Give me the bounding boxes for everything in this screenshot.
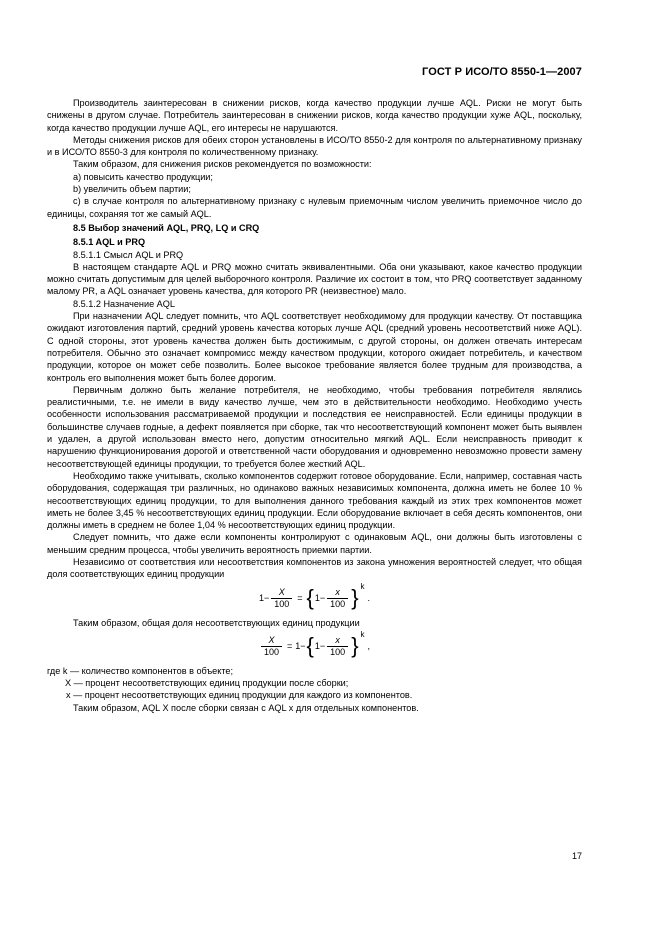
paragraph: Таким образом, общая доля несоответствующих единиц продукции [73, 617, 360, 628]
paragraph: Производитель заинтересован в снижении рисков, когда качество продукции лучше AQL. Риски не могут быть снижены в другом случае. Потребитель заинтересован в снижении рисков, когда качество продукции хуже AQL, поскольку, когда качество продукции лучше AQL, его интересы не нарушаются. [47, 98, 582, 133]
section-heading-8-5-1-2: 8.5.1.2 Назначение AQL [73, 298, 175, 309]
paragraph: Независимо от соответствия или несоответствия компонентов из закона умножения вероятностей следует, что общая доля соответствующих единиц продукции [47, 556, 582, 580]
document-body [47, 97, 582, 714]
paragraph: Таким образом, для снижения рисков рекомендуется по возможности: [73, 159, 372, 170]
list-item: a) повысить качество продукции; [73, 171, 213, 182]
definition-x: x — процент несоответствующих единиц продукции для каждого из компонентов. [66, 690, 413, 701]
paragraph: Методы снижения рисков для обеих сторон установлены в ИСО/ТО 8550-2 для контроля по альтернативному признаку и в ИСО/ТО 8550-3 для контроля по количественному признаку. [47, 134, 582, 158]
section-heading-8-5-1-1: 8.5.1.1 Смысл AQL и PRQ [73, 249, 184, 260]
paragraph: Таким образом, AQL X после сборки связан с AQL x для отдельных компонентов. [73, 702, 419, 713]
page-number: 17 [571, 851, 582, 861]
list-item: b) увеличить объем партии; [73, 184, 191, 195]
document-header: ГОСТ Р ИСО/ТО 8550-1—2007 [422, 66, 582, 78]
list-item: c) в случае контроля по альтернативному признаку с нулевым приемочным числом увеличить приемочное число до единицы, сохраняя тот же самый AQL. [47, 196, 582, 219]
section-heading-8-5-1: 8.5.1 AQL и PRQ [73, 237, 146, 248]
paragraph: Следует помнить, что даже если компоненты контролируют с одинаковым AQL, они должны быть изготовлены с меньшим средним процесса, чтобы увеличить вероятность приемки партии. [47, 532, 582, 555]
section-heading-8-5: 8.5 Выбор значений AQL, PRQ, LQ и CRQ [73, 222, 260, 233]
definition-X: X — процент несоответствующих единиц продукции после сборки; [65, 678, 349, 689]
formula-1: 1 − $\frac{X}{100}$ = { 1 − $\frac{x}{100}$ } k . [258, 581, 371, 611]
paragraph: При назначении AQL следует помнить, что AQL соответствует необходимому для продукции качеству. От поставщика ожидают изготовления партий, средний уровень качества которых лучше AQL (средний уровень несоответствий ниже AQL). С одной стороны, этот уровень качества должен быть достижимым, с другой стороны, он должен отвечать интересам потребителя. Обычно это означает компромисс между качеством продукции, которого ожидает потребитель, и качеством продукции, которое он может себе позволить. Более высокое требование является более трудным для производства, а контроль его выполнения может быть более дорогим. [47, 311, 582, 383]
paragraph: Первичным должно быть желание потребителя, не необходимо, чтобы требования потребителя являлись реалистичными, т.е. не имели в виду качество лучше, чем это в действительности необходимо. Необходимо учесть особенности использования рассматриваемой продукции и последствия ее неисправностей. Если единицы продукции в большинстве случаев годные, а дефект появляется при сборке, так что несоответствующий компонент может быть выявлен и удален, а другой использован вместо него, допустим относительно мягкий AQL. Если неисправность приводит к нарушению функционирования дорогой и ответственной части оборудования и одновременно невозможно провести замену несоответствующей единицы продукции, то требуется более жесткий AQL. [47, 384, 582, 469]
paragraph: В настоящем стандарте AQL и PRQ можно считать эквивалентными. Оба они указывают, какое качество продукции можно считать допустимым для целей выборочного контроля. Различие их состоит в том, что PRQ соответствует заданному малому PR, а AQL означает уровень качества, для которого PR (неизвестное) мало. [47, 261, 582, 297]
paragraph: Необходимо также учитывать, сколько компонентов содержит готовое оборудование. Если, например, составная часть оборудования, содержащая три различных, но одинаково важных независимых компонента, должна иметь не более 10 % несоответствующих единиц продукции, то для выполнения данного требования каждый из этих трех компонентов может иметь не более 3,45 % несоответствующих единиц продукции. Если оборудование включает в себя десять компонентов, они должны иметь в среднем не более 1,04 % несоответствующих единиц продукции. [47, 470, 582, 531]
definition-k: где k — количество компонентов в объекте; [47, 665, 234, 676]
formula-2: $\frac{X}{100}$ = 1 − { 1 − $\frac{x}{100}$ } k , [47, 635, 582, 658]
